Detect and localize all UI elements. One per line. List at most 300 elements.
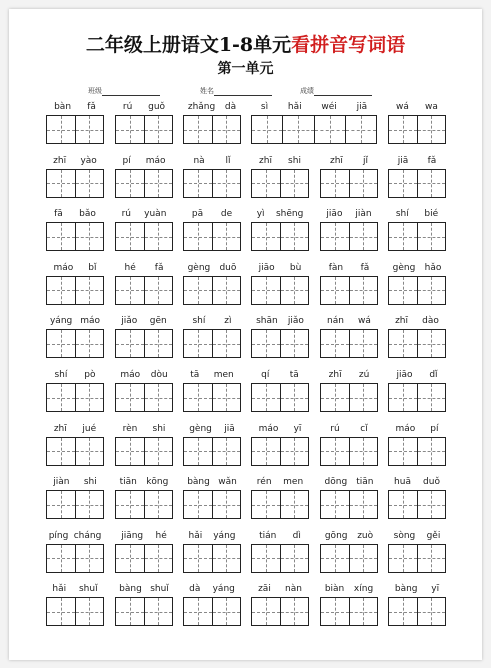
pinyin-line	[320, 262, 378, 274]
word-item	[320, 530, 378, 573]
pinyin-syllable: gěi	[426, 530, 441, 541]
writing-box[interactable]	[252, 545, 280, 572]
pinyin-line	[183, 369, 241, 381]
word-item	[251, 208, 309, 251]
writing-box[interactable]	[417, 170, 446, 197]
pinyin-syllable: yáng	[49, 316, 73, 327]
word-item	[115, 101, 173, 144]
writing-box[interactable]	[184, 330, 212, 357]
tianzige-boxes	[46, 383, 104, 412]
word-item	[115, 476, 173, 519]
writing-box[interactable]	[349, 545, 378, 572]
pinyin-line	[183, 101, 241, 113]
pinyin-syllable: biàn	[324, 584, 345, 595]
writing-box[interactable]	[389, 491, 417, 518]
word-item	[320, 315, 378, 358]
writing-box[interactable]	[184, 438, 212, 465]
writing-box[interactable]	[116, 330, 144, 357]
pinyin-syllable: gèng	[392, 262, 416, 273]
pinyin-syllable: píng	[48, 530, 69, 541]
writing-box[interactable]	[417, 116, 446, 143]
writing-box[interactable]	[47, 384, 75, 411]
writing-box[interactable]	[47, 223, 75, 250]
writing-box[interactable]	[75, 277, 104, 304]
pinyin-syllable: hǎo	[424, 262, 442, 273]
pinyin-syllable: fǎ	[360, 262, 370, 273]
tianzige-boxes	[183, 115, 241, 144]
word-item	[183, 155, 241, 198]
word-item	[115, 583, 173, 626]
writing-box[interactable]	[47, 330, 75, 357]
pinyin-line	[183, 476, 241, 488]
pinyin-syllable: fàn	[328, 262, 344, 273]
writing-box[interactable]	[184, 598, 212, 625]
tianzige-boxes	[251, 169, 309, 198]
pinyin-syllable: gēn	[149, 316, 167, 327]
pinyin-line	[46, 155, 104, 167]
word-item	[46, 423, 104, 466]
writing-box[interactable]	[321, 384, 349, 411]
pinyin-syllable: bàn	[54, 102, 72, 112]
word-item	[115, 262, 173, 305]
writing-box[interactable]	[389, 598, 417, 625]
word-item	[251, 476, 309, 519]
tianzige-boxes	[251, 490, 309, 519]
pinyin-syllable: de	[220, 209, 233, 220]
writing-box[interactable]	[212, 223, 241, 250]
word-item	[46, 208, 104, 251]
writing-box[interactable]	[47, 170, 75, 197]
pinyin-line	[388, 583, 446, 595]
writing-box[interactable]	[144, 598, 173, 625]
word-item	[183, 208, 241, 251]
word-item	[46, 530, 104, 573]
pinyin-syllable: máo	[80, 316, 101, 327]
writing-box[interactable]	[75, 116, 104, 143]
tianzige-boxes	[251, 329, 309, 358]
pinyin-line	[320, 155, 378, 167]
writing-box[interactable]	[47, 545, 75, 572]
writing-box[interactable]	[212, 277, 241, 304]
pinyin-syllable: dōng	[324, 477, 348, 488]
writing-box[interactable]	[184, 170, 212, 197]
word-item	[183, 530, 241, 573]
pinyin-syllable: shēng	[275, 209, 304, 220]
writing-box[interactable]	[280, 438, 309, 465]
writing-box[interactable]	[349, 598, 378, 625]
writing-box[interactable]	[47, 277, 75, 304]
writing-box[interactable]	[47, 438, 75, 465]
word-item	[388, 476, 446, 519]
writing-box[interactable]	[116, 598, 144, 625]
word-item	[115, 208, 173, 251]
pinyin-syllable: dà	[224, 102, 237, 112]
pinyin-line	[388, 476, 446, 488]
writing-box[interactable]	[116, 116, 144, 143]
tianzige-boxes	[388, 222, 446, 251]
word-item	[46, 101, 104, 144]
writing-box[interactable]	[144, 170, 173, 197]
writing-box[interactable]	[184, 277, 212, 304]
word-item	[115, 315, 173, 358]
word-item	[183, 476, 241, 519]
pinyin-line	[320, 583, 378, 595]
writing-box[interactable]	[144, 277, 173, 304]
word-item	[46, 315, 104, 358]
pinyin-line	[320, 315, 378, 327]
word-item	[115, 423, 173, 466]
writing-box[interactable]	[184, 545, 212, 572]
pinyin-line	[320, 476, 378, 488]
tianzige-boxes	[251, 544, 309, 573]
writing-box[interactable]	[349, 330, 378, 357]
writing-box[interactable]	[47, 491, 75, 518]
writing-box[interactable]	[417, 384, 446, 411]
writing-box[interactable]	[212, 491, 241, 518]
pinyin-syllable: yào	[80, 155, 97, 166]
writing-box[interactable]	[280, 491, 309, 518]
writing-box[interactable]	[417, 545, 446, 572]
writing-box[interactable]	[252, 330, 280, 357]
word-item	[46, 583, 104, 626]
pinyin-syllable: rén	[256, 477, 272, 488]
writing-box[interactable]	[75, 491, 104, 518]
pinyin-line	[251, 101, 377, 113]
score-label: 成绩	[300, 87, 314, 95]
writing-box[interactable]	[75, 330, 104, 357]
writing-box[interactable]	[349, 438, 378, 465]
pinyin-line	[388, 155, 446, 167]
tianzige-boxes	[115, 115, 173, 144]
pinyin-syllable: shi	[152, 423, 166, 434]
writing-box[interactable]	[212, 170, 241, 197]
writing-box[interactable]	[75, 545, 104, 572]
word-item	[46, 155, 104, 198]
word-item	[388, 208, 446, 251]
writing-box[interactable]	[321, 598, 349, 625]
pinyin-line	[46, 262, 104, 274]
pinyin-syllable: shuǐ	[150, 584, 169, 595]
tianzige-boxes	[46, 222, 104, 251]
pinyin-line	[115, 369, 173, 381]
word-item	[320, 155, 378, 198]
writing-box[interactable]	[282, 116, 313, 143]
writing-box[interactable]	[321, 438, 349, 465]
tianzige-boxes	[46, 437, 104, 466]
writing-box[interactable]	[349, 491, 378, 518]
writing-box[interactable]	[280, 598, 309, 625]
writing-box[interactable]	[144, 330, 173, 357]
writing-box[interactable]	[389, 438, 417, 465]
tianzige-boxes	[115, 490, 173, 519]
writing-box[interactable]	[144, 491, 173, 518]
pinyin-line	[388, 262, 446, 274]
pinyin-syllable: jiāo	[326, 209, 343, 220]
writing-box[interactable]	[321, 545, 349, 572]
pinyin-syllable: pā	[191, 209, 204, 220]
writing-box[interactable]	[252, 116, 282, 143]
writing-box[interactable]	[252, 170, 280, 197]
writing-box[interactable]	[252, 438, 280, 465]
writing-box[interactable]	[212, 598, 241, 625]
word-item	[320, 369, 378, 412]
writing-box[interactable]	[212, 116, 241, 143]
writing-box[interactable]	[349, 170, 378, 197]
pinyin-syllable: wa	[425, 102, 438, 112]
writing-box[interactable]	[321, 223, 349, 250]
pinyin-line	[46, 369, 104, 381]
writing-box[interactable]	[184, 116, 212, 143]
writing-box[interactable]	[212, 330, 241, 357]
writing-box[interactable]	[389, 170, 417, 197]
pinyin-syllable: hé	[155, 530, 167, 541]
tianzige-boxes	[115, 383, 173, 412]
writing-box[interactable]	[349, 384, 378, 411]
pinyin-line	[183, 208, 241, 220]
tianzige-boxes	[251, 383, 309, 412]
writing-box[interactable]	[252, 598, 280, 625]
writing-box[interactable]	[144, 438, 173, 465]
writing-box[interactable]	[252, 384, 280, 411]
pinyin-line	[251, 155, 309, 167]
writing-box[interactable]	[389, 277, 417, 304]
pinyin-syllable: jiāo	[396, 370, 413, 380]
word-item	[388, 155, 446, 198]
writing-box[interactable]	[389, 545, 417, 572]
word-item	[320, 208, 378, 251]
pinyin-syllable: zhī	[328, 370, 342, 380]
writing-box[interactable]	[144, 384, 173, 411]
word-item	[115, 530, 173, 573]
writing-box[interactable]	[280, 545, 309, 572]
pinyin-line	[251, 423, 309, 435]
pinyin-syllable: bié	[424, 209, 439, 220]
pinyin-syllable: dǐ	[429, 370, 438, 380]
pinyin-syllable: jǐ	[362, 155, 368, 166]
writing-box[interactable]	[314, 116, 345, 143]
writing-box[interactable]	[389, 384, 417, 411]
tianzige-boxes	[183, 544, 241, 573]
writing-box[interactable]	[116, 384, 144, 411]
pinyin-syllable: yáng	[213, 530, 236, 541]
pinyin-line	[251, 476, 309, 488]
pinyin-syllable: zhī	[53, 155, 67, 166]
word-item	[115, 155, 173, 198]
writing-box[interactable]	[417, 277, 446, 304]
writing-box[interactable]	[144, 545, 173, 572]
pinyin-syllable: rú	[121, 209, 131, 220]
writing-box[interactable]	[47, 116, 75, 143]
writing-box[interactable]	[345, 116, 376, 143]
pinyin-line	[388, 423, 446, 435]
writing-box[interactable]	[75, 598, 104, 625]
writing-box[interactable]	[280, 223, 309, 250]
pinyin-syllable: wá	[396, 102, 409, 112]
pinyin-line	[115, 476, 173, 488]
pinyin-line	[388, 530, 446, 542]
writing-box[interactable]	[75, 384, 104, 411]
pinyin-syllable: shí	[395, 209, 409, 220]
tianzige-boxes	[46, 544, 104, 573]
writing-box[interactable]	[417, 438, 446, 465]
tianzige-boxes	[388, 276, 446, 305]
pinyin-syllable: dà	[189, 584, 201, 595]
pinyin-syllable: tā	[289, 370, 299, 380]
class-label: 班级	[88, 87, 102, 95]
word-item	[251, 315, 309, 358]
writing-box[interactable]	[417, 223, 446, 250]
writing-box[interactable]	[321, 491, 349, 518]
pinyin-line	[183, 155, 241, 167]
tianzige-boxes	[388, 329, 446, 358]
pinyin-syllable: jiàn	[53, 477, 70, 488]
writing-box[interactable]	[75, 170, 104, 197]
word-item	[388, 262, 446, 305]
word-item	[183, 101, 241, 144]
tianzige-boxes	[388, 169, 446, 198]
writing-box[interactable]	[252, 277, 280, 304]
pinyin-syllable: jiāng	[121, 530, 144, 541]
pinyin-syllable: hǎi	[287, 102, 302, 112]
pinyin-syllable: hǎi	[52, 584, 67, 595]
word-item	[320, 262, 378, 305]
writing-box[interactable]	[389, 330, 417, 357]
writing-box[interactable]	[389, 223, 417, 250]
pinyin-syllable: wéi	[321, 102, 337, 112]
writing-box[interactable]	[212, 438, 241, 465]
writing-box[interactable]	[321, 277, 349, 304]
tianzige-boxes	[46, 169, 104, 198]
writing-box[interactable]	[349, 277, 378, 304]
pinyin-syllable: jiā	[356, 102, 368, 112]
writing-box[interactable]	[417, 598, 446, 625]
writing-box[interactable]	[144, 116, 173, 143]
writing-box[interactable]	[321, 170, 349, 197]
pinyin-syllable: hé	[124, 262, 136, 273]
writing-box[interactable]	[116, 491, 144, 518]
writing-box[interactable]	[389, 116, 417, 143]
title-red: 看拼音写词语	[291, 34, 406, 56]
pinyin-syllable: zhī	[330, 155, 343, 166]
tianzige-boxes	[320, 222, 378, 251]
pinyin-syllable: jiā	[224, 423, 235, 434]
pinyin-syllable: nán	[327, 316, 344, 327]
writing-box[interactable]	[184, 223, 212, 250]
writing-box[interactable]	[417, 491, 446, 518]
word-item	[46, 476, 104, 519]
writing-box[interactable]	[212, 384, 241, 411]
writing-box[interactable]	[252, 223, 280, 250]
pinyin-syllable: gèng	[189, 423, 212, 434]
tianzige-boxes	[388, 597, 446, 626]
tianzige-boxes	[251, 115, 377, 144]
pinyin-syllable: sòng	[393, 530, 416, 541]
writing-box[interactable]	[280, 277, 309, 304]
writing-box[interactable]	[75, 223, 104, 250]
word-item	[320, 583, 378, 626]
pinyin-line	[183, 315, 241, 327]
pinyin-line	[388, 315, 446, 327]
name-label: 姓名	[200, 87, 214, 95]
pinyin-line	[251, 583, 309, 595]
pinyin-line	[320, 208, 378, 220]
writing-box[interactable]	[116, 277, 144, 304]
tianzige-boxes	[320, 329, 378, 358]
writing-box[interactable]	[116, 223, 144, 250]
pinyin-line	[115, 155, 173, 167]
pinyin-syllable: sì	[260, 102, 269, 112]
writing-box[interactable]	[280, 330, 309, 357]
tianzige-boxes	[183, 437, 241, 466]
writing-box[interactable]	[349, 223, 378, 250]
tianzige-boxes	[320, 276, 378, 305]
pinyin-syllable: wǎn	[218, 477, 237, 488]
pinyin-syllable: cháng	[73, 530, 102, 541]
writing-box[interactable]	[321, 330, 349, 357]
writing-box[interactable]	[252, 491, 280, 518]
writing-box[interactable]	[212, 545, 241, 572]
writing-box[interactable]	[144, 223, 173, 250]
pinyin-line	[115, 423, 173, 435]
pinyin-syllable: shi	[83, 477, 97, 488]
pinyin-syllable: zhī	[395, 316, 409, 327]
tianzige-boxes	[115, 437, 173, 466]
pinyin-syllable: zú	[358, 370, 370, 380]
pinyin-line	[320, 369, 378, 381]
pinyin-syllable: dào	[422, 316, 439, 327]
writing-box[interactable]	[116, 170, 144, 197]
writing-box[interactable]	[116, 545, 144, 572]
word-item	[183, 262, 241, 305]
writing-box[interactable]	[280, 384, 309, 411]
writing-box[interactable]	[417, 330, 446, 357]
title-main: 二年级上册语文1-8单元	[85, 34, 292, 56]
pinyin-syllable: qí	[261, 370, 270, 380]
pinyin-syllable: zāi	[258, 584, 271, 595]
writing-box[interactable]	[47, 598, 75, 625]
writing-box[interactable]	[184, 384, 212, 411]
writing-box[interactable]	[184, 491, 212, 518]
word-item	[388, 423, 446, 466]
pinyin-syllable: bù	[289, 262, 302, 273]
pinyin-line	[388, 101, 446, 113]
pinyin-line	[183, 530, 241, 542]
writing-box[interactable]	[75, 438, 104, 465]
tianzige-boxes	[46, 276, 104, 305]
pinyin-line	[115, 530, 173, 542]
pinyin-syllable: pí	[430, 423, 439, 434]
pinyin-syllable: jué	[82, 423, 97, 434]
pinyin-syllable: cǐ	[360, 423, 368, 434]
pinyin-line	[46, 101, 104, 113]
tianzige-boxes	[115, 597, 173, 626]
pinyin-syllable: shí	[192, 316, 206, 327]
tianzige-boxes	[251, 276, 309, 305]
writing-box[interactable]	[280, 170, 309, 197]
pinyin-syllable: dòu	[150, 370, 168, 380]
word-item	[183, 423, 241, 466]
pinyin-syllable: fǎ	[87, 102, 96, 112]
pinyin-syllable: yī	[293, 423, 302, 434]
pinyin-line	[115, 101, 173, 113]
pinyin-line	[388, 369, 446, 381]
writing-box[interactable]	[116, 438, 144, 465]
pinyin-syllable: máo	[145, 155, 166, 166]
word-item	[183, 583, 241, 626]
pinyin-line	[183, 423, 241, 435]
pinyin-syllable: tián	[259, 530, 277, 541]
pinyin-syllable: huā	[394, 477, 411, 488]
